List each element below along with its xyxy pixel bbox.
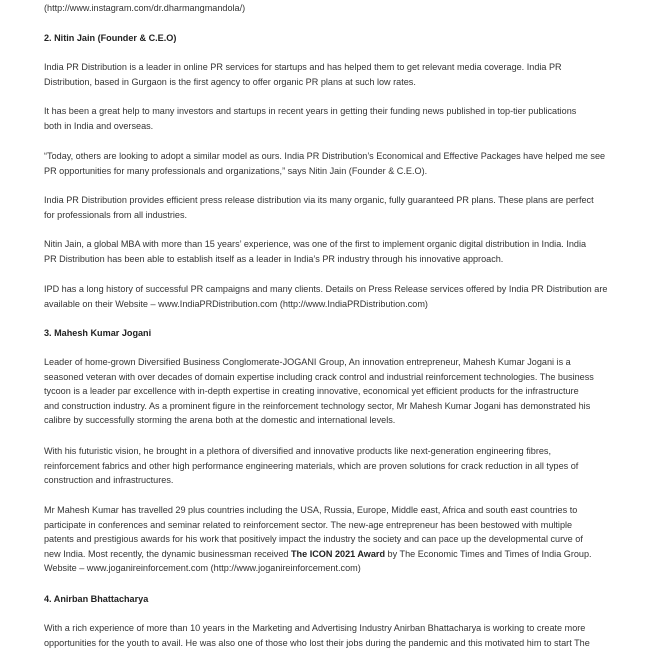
paragraph: India PR Distribution provides efficient press release distribution via its many organic, fully guaranteed PR plans. These plans are perfect for professionals from all industries. (44, 195, 594, 220)
paragraph: India PR Distribution is a leader in online PR services for startups and has helped them to get relevant media coverage. India PR Distribution, based in Gurgaon is the first agency to offer organic PR plans at such low rates. (44, 62, 562, 87)
section-heading-anirban-bhattacharya: 4. Anirban Bhattacharya (44, 594, 149, 604)
paragraph-with-website: IPD has a long history of successful PR campaigns and many clients. Details on Press Release services offered by India PR Distribution are available on their Website – www.IndiaPRDistribution.com (http://www.IndiaPRDistribution.com) (44, 282, 614, 311)
website-link-text[interactable]: Website – www.joganireinforcement.com (http://www.joganireinforcement.com) (44, 563, 361, 573)
section-heading-nitin-jain: 2. Nitin Jain (Founder & C.E.O) (44, 33, 177, 43)
website-link-text[interactable]: available on their Website – www.IndiaPRDistribution.com (http://www.IndiaPRDistribution.com) (44, 298, 428, 309)
section-heading-mahesh-kumar-jogani: 3. Mahesh Kumar Jogani (44, 328, 152, 338)
quote-paragraph: “Today, others are looking to adopt a similar model as ours. India PR Distribution’s Economical and Effective Packages have helped me see PR opportunities for many professionals and organizations,” says Nitin Jain (Founder & C.E.O). (44, 151, 606, 176)
paragraph: With his futuristic vision, he brought in a plethora of diversified and innovative products like next-generation engineering fibres, reinforcement fabrics and other high performance engineering materials, which are proven solutions for crack reduction in all types of construction and infrastructures. (44, 446, 579, 485)
paragraph: Leader of home-grown Diversified Business Conglomerate-JOGANI Group, An innovation entrepreneur, Mahesh Kumar Jogani is a seasoned veteran with over decades of domain expertise including crack control and industrial reinforcement technologies. The business tycoon is a leader par excellence with in-depth expertise in creating innovative, economical yet efficient products for the infrastructure and construction industry. As a prominent figure in the reinforcement technology sector, Mr Mahesh Kumar Jogani has demonstrated his calibre by successfully storming the arena both at the domestic and international levels. (44, 357, 594, 425)
paragraph: Nitin Jain, a global MBA with more than 15 years’ experience, was one of the first to implement organic digital distribution in India. India PR Distribution has been able to establish itself as a leader in India’s PR industry through his innovative approach. (44, 239, 587, 264)
paragraph: With a rich experience of more than 10 years in the Marketing and Advertising Industry Anirban Bhattacharya is working to create more opportunities for the youth to avail. He was also one of those who lost their jobs during the pandemic and this motivated him to start The (44, 623, 590, 648)
paragraph: It has been a great help to many investors and startups in recent years in getting their funding news published in top-tier publications both in India and overseas. (44, 106, 577, 131)
award-name: The ICON 2021 Award (291, 548, 386, 559)
instagram-link-text[interactable]: (http://www.instagram.com/dr.dharmangmandola/) (44, 3, 246, 13)
paragraph-with-award: Mr Mahesh Kumar has travelled 29 plus countries including the USA, Russia, Europe, Middle east, Africa and south east countries to participate in conferences and seminar related to reinforcement sector. The new-age entrepreneur has been bestowed with multiple patents and prestigious awards for his work that positively impact the industry the society and can pace up the developmental curve of new India. Most recently, the dynamic businessman received The ICON 2021 Award by The Economic Times and Times of India Group. Website – www.joganireinforcement.com (http://www.joganireinforcement.com) (44, 503, 614, 576)
